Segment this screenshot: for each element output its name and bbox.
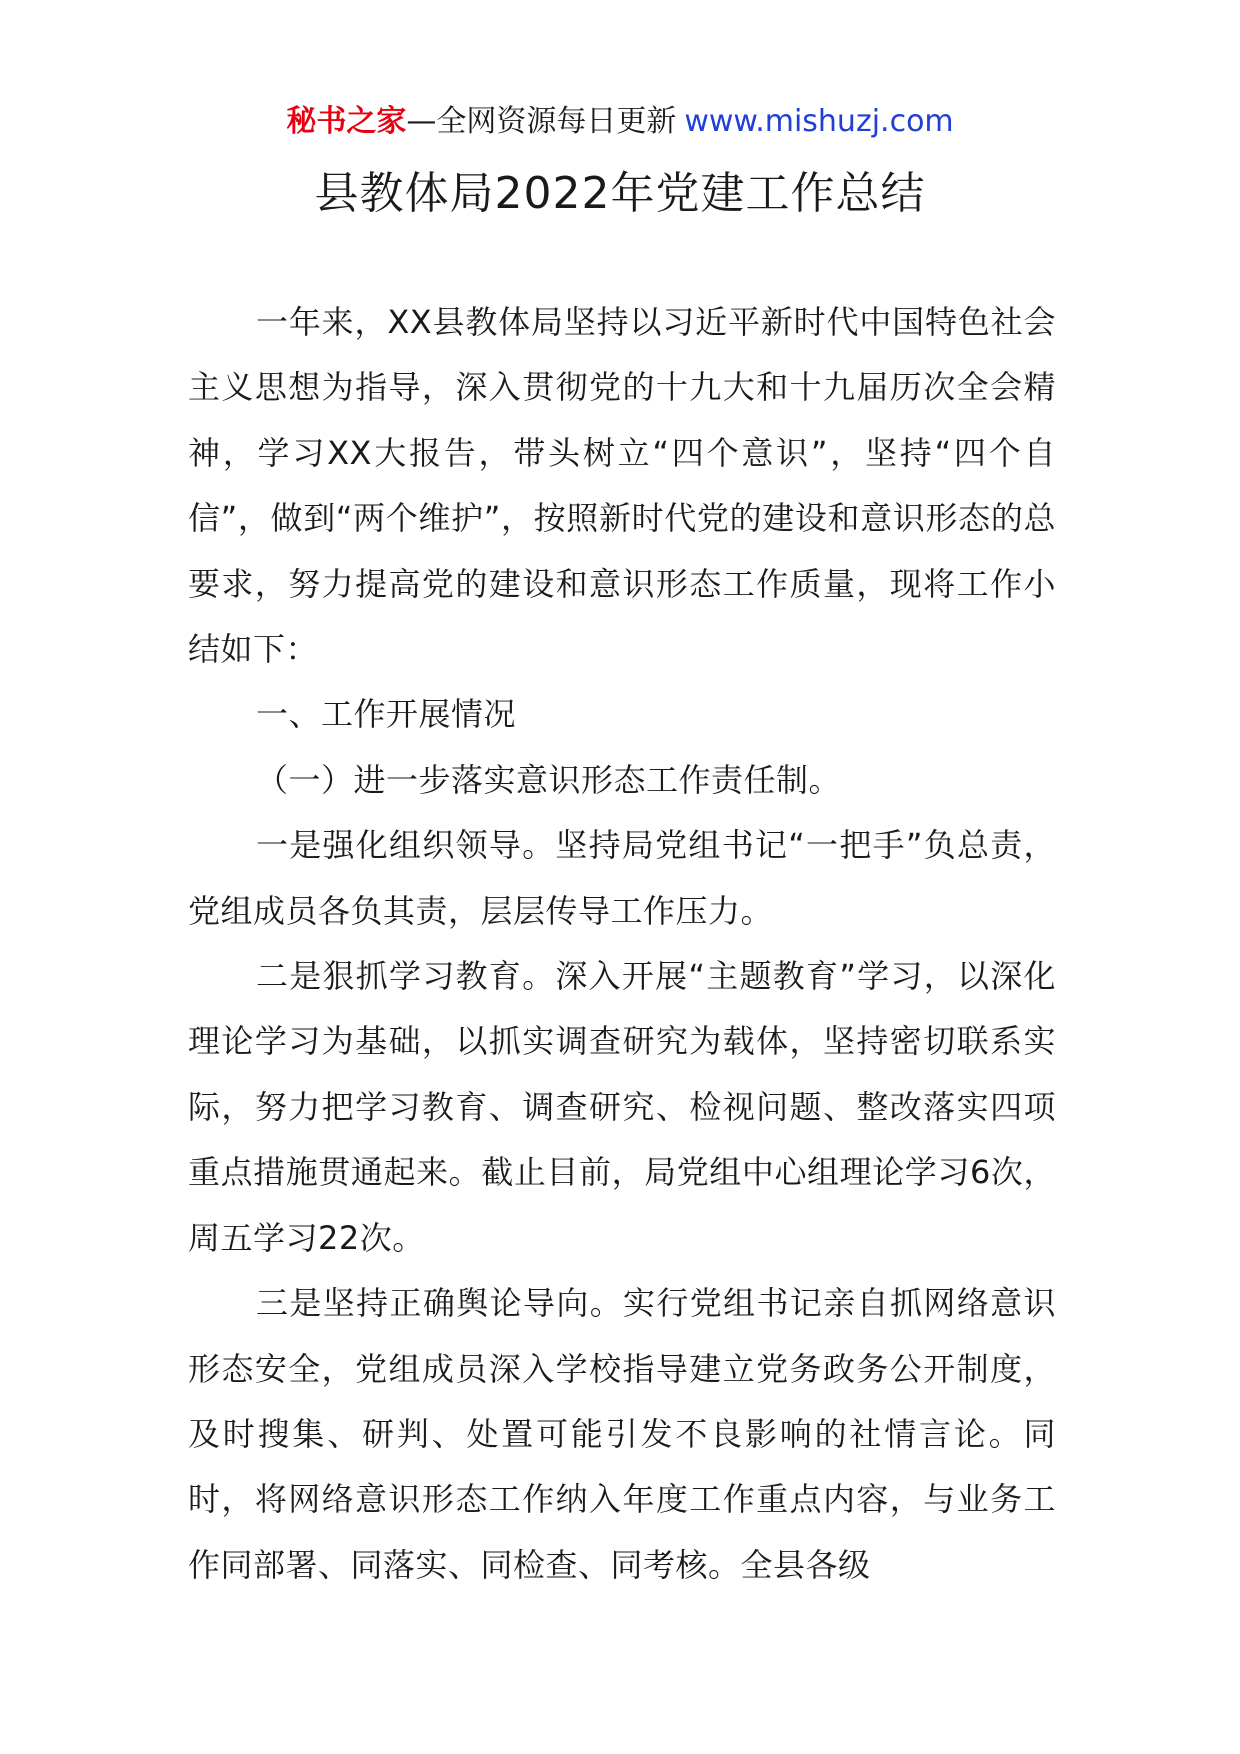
header-tagline: —全网资源每日更新 <box>406 104 677 139</box>
document-title: 县教体局2022年党建工作总结 <box>314 168 926 219</box>
body-paragraph: 三是坚持正确舆论导向。实行党组书记亲自抓网络意识形态安全，党组成员深入学校指导建立党务政务公开制度，及时搜集、研判、处置可能引发不良影响的社情言论。同时，将网络意识形态工作纳入年度工作重点内容，与业务工作同部署、同落实、同检查、同考核。全县各级 <box>188 1284 1056 1584</box>
site-header <box>0 100 1240 144</box>
site-url-link[interactable]: www.mishuzj.com <box>684 104 954 139</box>
section-heading: 一、工作开展情况 <box>256 695 517 734</box>
subsection-heading: （一）进一步落实意识形态工作责任制。 <box>256 760 842 799</box>
brand-name: 秘书之家 <box>286 104 407 139</box>
intro-paragraph: 一年来，XX县教体局坚持以习近平新时代中国特色社会主义思想为指导，深入贯彻党的十九大和十九届历次全会精神，学习XX大报告，带头树立“四个意识”，坚持“四个自信”，做到“两个维护”，按照新时代党的建设和意识形态的总要求，努力提高党的建设和意识形态工作质量，现将工作小结如下： <box>188 303 1056 669</box>
body-paragraph: 一是强化组织领导。坚持局党组书记“一把手”负总责，党组成员各负其责，层层传导工作压力。 <box>188 826 1056 930</box>
document-body <box>188 290 1056 1598</box>
body-paragraph: 二是狠抓学习教育。深入开展“主题教育”学习，以深化理论学习为基础，以抓实调查研究为载体，坚持密切联系实际，努力把学习教育、调查研究、检视问题、整改落实四项重点措施贯通起来。截止目前，局党组中心组理论学习6次，周五学习22次。 <box>188 957 1056 1257</box>
